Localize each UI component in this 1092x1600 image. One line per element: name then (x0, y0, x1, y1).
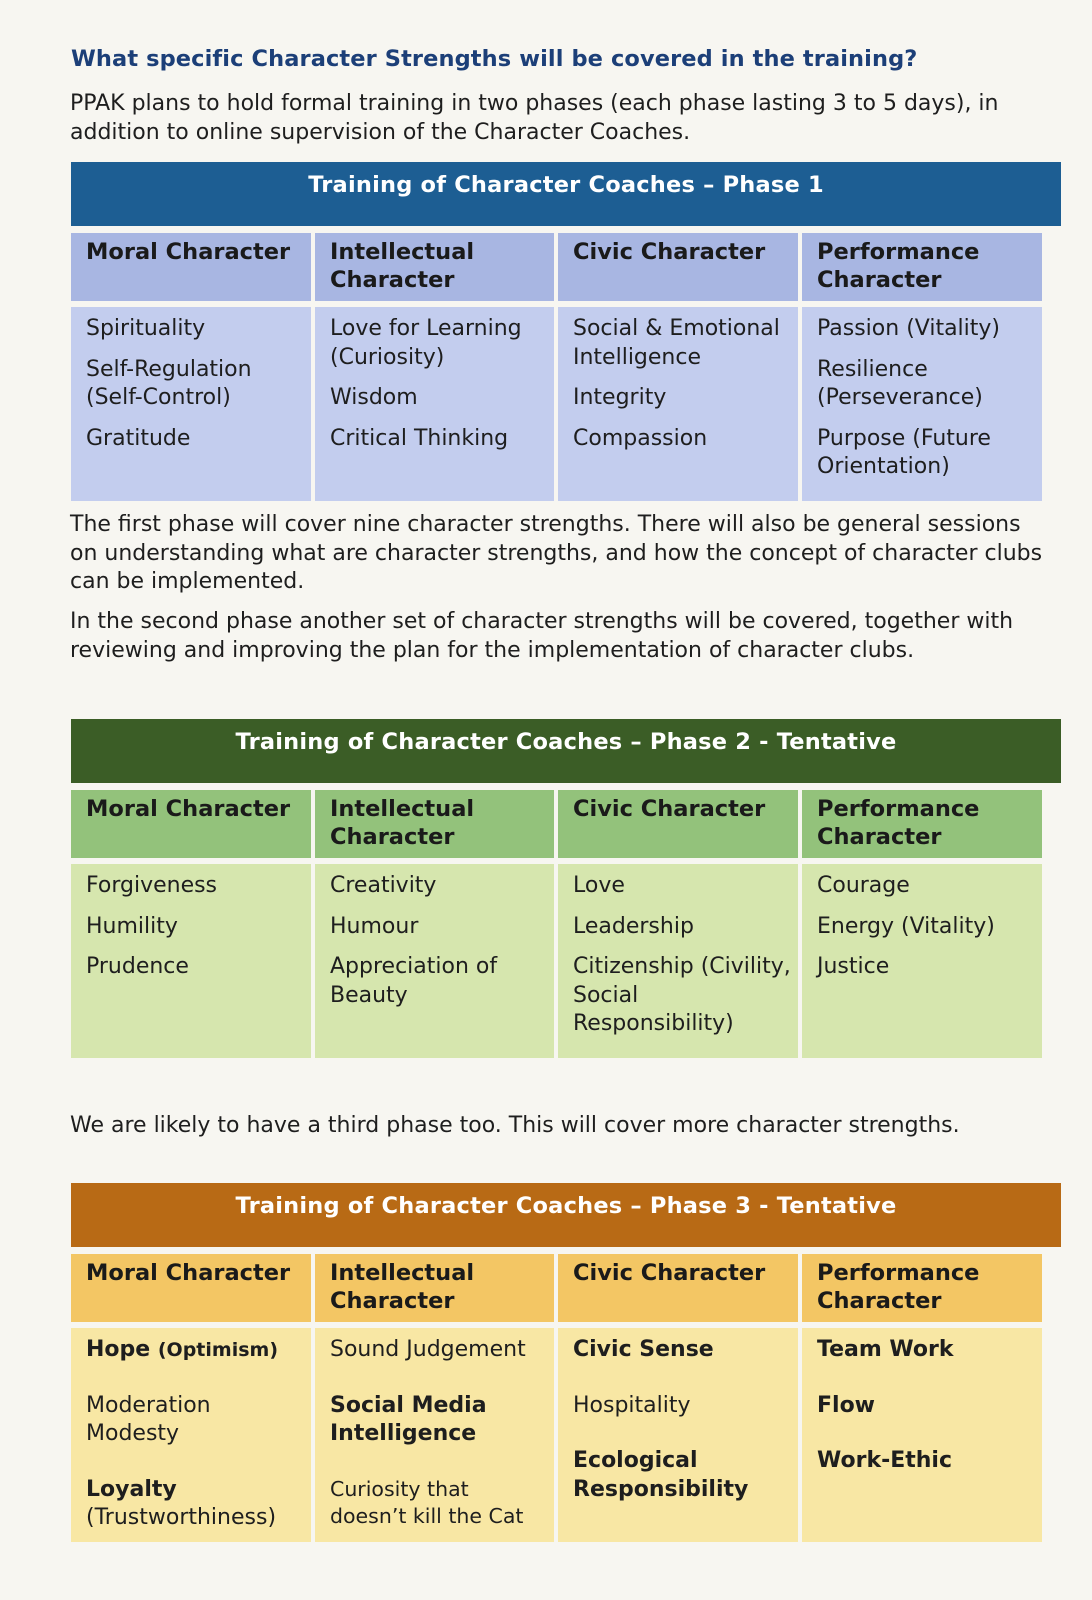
strength-hope: Hope (86, 1337, 151, 1362)
strength-item: Critical Thinking (330, 425, 509, 451)
strength-item: Justice (817, 954, 890, 979)
strength-item: Leadership (573, 913, 694, 939)
strength-item: Self-Regulation (Self-Control) (86, 356, 252, 410)
phase2-body-row (71, 864, 1061, 1058)
phase1-title: Training of Character Coaches – Phase 1 (71, 162, 1061, 226)
strength-item: Compassion (573, 425, 708, 451)
strength-item: Civic Sense (573, 1337, 714, 1362)
strength-item: Prudence (86, 954, 189, 979)
strength-item: Hospitality (573, 1392, 691, 1418)
phase1-header-civic: Civic Character (558, 233, 798, 301)
strength-item: Humour (330, 913, 419, 939)
phase2-header-moral: Moral Character (71, 790, 311, 858)
phase3-header-performance: Performance Character (802, 1254, 1042, 1322)
phase2-header-performance: Performance Character (802, 790, 1042, 858)
phase1-header-row (71, 233, 1061, 301)
strength-item: Passion (Vitality) (817, 316, 1001, 341)
phase3-performance-cell (802, 1328, 1042, 1542)
strength-item: Work-Ethic (817, 1448, 952, 1473)
phase3-header-intellectual: Intellectual Character (315, 1254, 554, 1322)
strength-item: Energy (Vitality) (817, 913, 995, 939)
phase3-moral-cell (71, 1328, 311, 1542)
strength-item: Appreciation of Beauty (330, 954, 498, 1008)
phase1-civic-cell (558, 307, 798, 501)
phase2-header-intellectual: Intellectual Character (315, 790, 554, 858)
strength-item: Creativity (330, 873, 437, 898)
strength-item: Flow (817, 1392, 876, 1418)
phase3-civic-cell (558, 1328, 798, 1542)
phase1-body-row (71, 307, 1061, 501)
intro-paragraph: PPAK plans to hold formal training in two phases (each phase lasting 3 to 5 days), in addition to online supervision of the Character Coaches. (70, 91, 999, 145)
phase2-header-civic: Civic Character (558, 790, 798, 858)
strength-item: Humility (86, 913, 178, 939)
strength-item (86, 1476, 305, 1533)
strength-item: Love (573, 873, 625, 898)
phase3-header-moral: Moral Character (71, 1254, 311, 1322)
phase3-body-row (71, 1328, 1061, 1542)
strength-item: Forgiveness (86, 873, 218, 898)
phase2-title: Training of Character Coaches – Phase 2 - Tentative (71, 719, 1061, 783)
strength-item: Moderation Modesty (86, 1392, 211, 1446)
strength-item: Love for Learning (Curiosity) (330, 316, 522, 370)
phase1-summary-paragraph: The first phase will cover nine character strengths. There will also be general sessions on understanding what are character strengths, and how the concept of character clubs can be implemented. (70, 512, 1043, 594)
phase1-header-moral: Moral Character (71, 233, 311, 301)
strength-item: Wisdom (330, 385, 418, 410)
strength-item: Sound Judgement (330, 1337, 526, 1362)
phase1-moral-cell (71, 307, 311, 501)
phase3-header-row (71, 1254, 1061, 1322)
strength-loyalty: Loyalty (86, 1476, 177, 1502)
phase2-table (71, 719, 1061, 1058)
phase3-table (71, 1183, 1061, 1542)
strength-item: Resilience (Perseverance) (817, 356, 983, 410)
strength-item: Team Work (817, 1337, 954, 1362)
strength-item: Gratitude (86, 425, 191, 451)
phase3-header-civic: Civic Character (558, 1254, 798, 1322)
strength-item: Social Media Intelligence (330, 1392, 487, 1446)
strength-item: Ecological Responsibility (573, 1448, 749, 1502)
phase2-performance-cell (802, 864, 1042, 1058)
phase1-table (71, 162, 1061, 501)
phase2-intellectual-cell (315, 864, 554, 1058)
strength-item: Social & Emotional Intelligence (573, 316, 780, 370)
phase3-intro-paragraph: We are likely to have a third phase too. This will cover more character strengths. (70, 1113, 960, 1138)
phase2-moral-cell (71, 864, 311, 1058)
phase1-header-intellectual: Intellectual Character (315, 233, 554, 301)
phase2-civic-cell (558, 864, 798, 1058)
phase2-intro-paragraph: In the second phase another set of character strengths will be covered, together with reviewing and improving the plan for the implementation of character clubs. (70, 609, 1014, 663)
phase1-header-performance: Performance Character (802, 233, 1042, 301)
phase3-intellectual-cell (315, 1328, 554, 1542)
strength-item: Purpose (Future Orientation) (817, 425, 991, 479)
phase1-intellectual-cell (315, 307, 554, 501)
section-heading: What specific Character Strengths will be covered in the training? (71, 46, 918, 72)
phase2-header-row (71, 790, 1061, 858)
strength-item: Citizenship (Civility, Social Responsibility) (573, 954, 791, 1036)
strength-item (86, 1336, 305, 1365)
strength-item: Spirituality (86, 316, 206, 341)
strength-loyalty-note: (Trustworthiness) (86, 1505, 277, 1530)
strength-item: Curiosity that doesn’t kill the Cat (330, 1476, 524, 1528)
strength-hope-note: (Optimism) (157, 1339, 279, 1361)
phase1-performance-cell (802, 307, 1042, 501)
strength-item: Courage (817, 873, 910, 898)
strength-item: Integrity (573, 385, 667, 410)
phase3-title: Training of Character Coaches – Phase 3 - Tentative (71, 1183, 1061, 1247)
